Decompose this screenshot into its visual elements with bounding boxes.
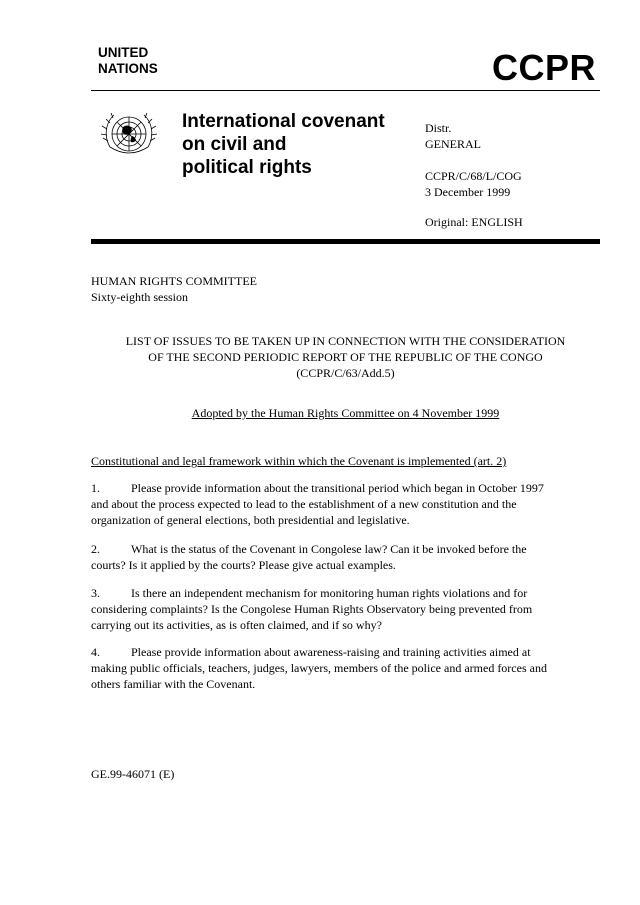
committee-block — [91, 273, 257, 305]
covenant-title: International covenant on civil and political rights — [182, 111, 385, 178]
distr-label: Distr. — [425, 121, 452, 135]
distribution-block — [425, 120, 523, 230]
un-emblem-icon — [96, 107, 162, 163]
document-date: 3 December 1999 — [425, 185, 511, 199]
original-language: Original: ENGLISH — [425, 215, 523, 229]
section-heading: Constitutional and legal framework within which the Covenant is implemented (art. 2) — [91, 454, 507, 468]
document-symbol: CCPR/C/68/L/COG — [425, 169, 522, 183]
header-thick-divider — [91, 239, 600, 244]
paragraph-4: 4. Please provide information about awareness-raising and training activities aimed at making public officials, teachers, judges, lawyers, members of the police and armed forces and others familiar with the Covenant. — [91, 645, 547, 691]
paragraph-3: 3. Is there an independent mechanism for monitoring human rights violations and for considering complaints? Is the Congolese Human Rights Observatory being prevented from carrying out its activities, as is often claimed, and if so why? — [91, 586, 533, 632]
document-title: LIST OF ISSUES TO BE TAKEN UP IN CONNECTION WITH THE CONSIDERATION OF THE SECOND PERIODIC REPORT OF THE REPUBLIC OF THE CONGO (CCPR/C/63/Add.5) — [125, 334, 566, 380]
paragraph-2: 2. What is the status of the Covenant in Congolese law? Can it be invoked before the courts? Is it applied by the courts? Please give actual examples. — [91, 542, 527, 572]
adoption-note: Adopted by the Human Rights Committee on 4 November 1999 — [191, 406, 500, 420]
committee-name: HUMAN RIGHTS COMMITTEE — [91, 274, 257, 288]
job-number: GE.99-46071 (E) — [91, 767, 175, 781]
distr-value: GENERAL — [425, 137, 481, 151]
header-divider — [91, 90, 600, 91]
paragraph-1: 1. Please provide information about the transitional period which began in October 1997 and about the process expected to lead to the establishment of a new constitution and the organization of general elections, both presidential and legislative. — [91, 481, 544, 527]
document-code: CCPR — [491, 47, 596, 88]
organization-name: UNITED NATIONS — [98, 45, 158, 76]
committee-session: Sixty-eighth session — [91, 290, 189, 304]
